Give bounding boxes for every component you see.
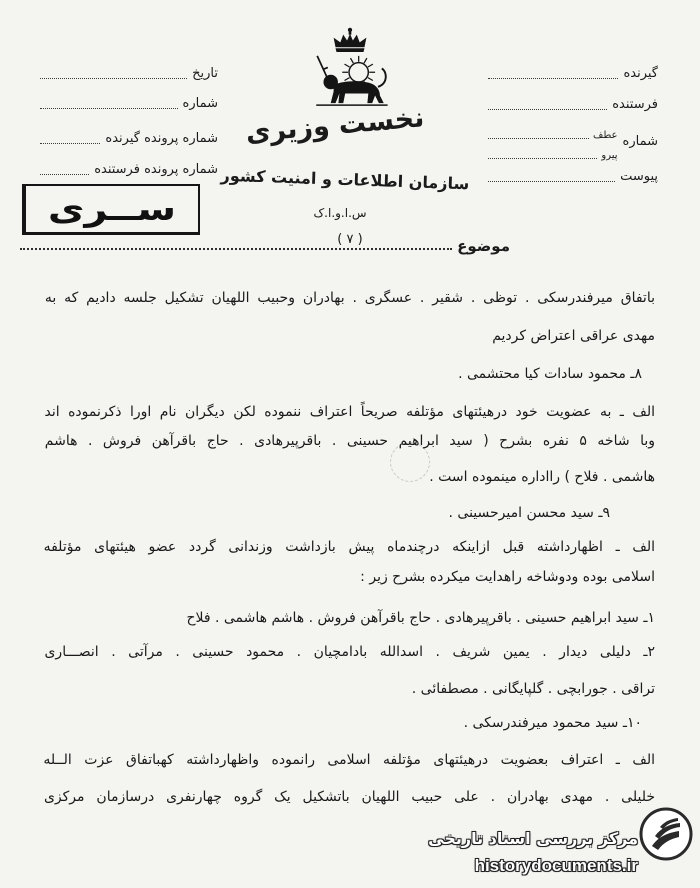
subject-label: موضوع	[457, 237, 510, 255]
body-line-text: ۹ـ سید محسن امیرحسینی .	[448, 505, 610, 521]
body-line-8	[40, 537, 655, 557]
dotted-line	[40, 174, 89, 175]
recipient-label: گیرنده	[623, 66, 658, 81]
follow-up-label: پیرو	[601, 150, 618, 161]
recipient-field	[488, 62, 658, 82]
date-field	[40, 62, 218, 82]
attachment-field	[488, 165, 658, 185]
dotted-line	[40, 143, 100, 144]
body-line-text: خلیلی . مهدی بهادران . علی حبیب اللهیان باتشکیل یک گروه چهارنفری درسازمان مرکزی	[43, 789, 655, 805]
body-line-text: مهدی عراقی اعتراض کردیم	[492, 328, 655, 344]
body-line-text: الف ـ اظهارداشته قبل ازاینکه درچندماه پیش بازداشت وزندانی گردد عضو هیئتهای مؤتلفه	[43, 539, 655, 555]
body-line-text: ۱۰ـ سید محمود میرفندرسکی .	[463, 715, 642, 731]
date-label: تاریخ	[192, 66, 218, 81]
body-line-3	[458, 364, 642, 384]
body-line-text: الف ـ به عضویت خود درهیئتهای مؤتلفه صریحاً اعتراف ننموده لکن دیگران نام اورا ذکرنموده اند	[44, 404, 655, 420]
number-field	[488, 121, 658, 163]
page-marker-text: ( ۷ )	[337, 232, 363, 247]
body-line-9	[360, 567, 655, 587]
classification-stamp	[22, 184, 200, 235]
org-code-text: س.ا.و.ا.ک	[313, 206, 367, 220]
reference-label: عطف	[593, 130, 618, 141]
attachment-label: پیوست	[620, 169, 658, 184]
org-title-text: نخست وزیری	[244, 102, 426, 149]
left-number-field	[40, 92, 218, 112]
body-line-text: تراقی . جورابچی . گلپایگانی . مصطفائی .	[411, 681, 655, 697]
dotted-line	[488, 78, 618, 79]
follow-up-row	[488, 142, 618, 162]
dotted-line	[488, 158, 597, 159]
body-line-text: ۸ـ محمود سادات کیا محتشمی .	[458, 366, 642, 382]
dotted-line	[488, 109, 607, 110]
lion-and-sun-emblem-icon	[305, 26, 395, 108]
org-code	[285, 204, 395, 222]
org-name-text: سازمان اطلاعات و امنیت کشور	[220, 165, 470, 194]
recipient-file-field	[40, 127, 218, 147]
body-line-7	[449, 503, 610, 523]
watermark-org: مرکز بررسی اسناد تاریخی	[428, 829, 638, 848]
body-line-2	[492, 326, 655, 346]
dotted-line	[40, 108, 178, 109]
recipient-file-label: شماره پرونده گیرنده	[105, 131, 218, 146]
body-line-12	[412, 679, 655, 699]
body-line-text: وبا شاخه ۵ نفره بشرح ( سید ابراهیم حسینی . باقرپیرهادی . حاج باقرآهن فروش . هاشم	[44, 433, 655, 449]
sender-label: فرستنده	[612, 97, 658, 112]
body-line-4	[40, 402, 655, 422]
body-line-11	[40, 642, 655, 662]
body-line-text: باتفاق میرفندرسکی . توظی . شقیر . عسگری . بهادران وحبیب اللهیان تشکیل جلسه دادیم که به	[44, 290, 655, 306]
body-line-14	[40, 750, 655, 770]
body-line-text: الف ـ اعتراف بعضویت درهیئتهای مؤتلفه اسلامی رانموده واظهارداشته کهباتفاق عزت الــله	[43, 752, 655, 768]
sender-field	[488, 93, 658, 113]
subject-dotted-line	[20, 248, 452, 250]
sender-file-label: شماره پرونده فرستنده	[94, 162, 218, 177]
body-line-1	[40, 288, 655, 308]
number-label: شماره	[622, 134, 658, 149]
body-line-13	[464, 713, 642, 733]
sender-file-field	[40, 158, 218, 178]
body-line-6	[429, 467, 655, 487]
dotted-line	[40, 78, 187, 79]
dotted-line	[488, 181, 615, 182]
body-line-text: ۱ـ سید ابراهیم حسینی . باقرپیرهادی . حاج باقرآهن فروش . هاشم هاشمی . فلاح	[186, 610, 655, 626]
page-marker	[315, 231, 385, 249]
body-line-10	[186, 608, 655, 628]
body-line-5	[40, 431, 655, 451]
left-number-label: شماره	[182, 96, 218, 111]
body-line-text: هاشمی . فلاح ) رااداره مینموده است .	[429, 469, 655, 485]
classification-text: ســری	[47, 190, 177, 228]
archive-logo-icon	[638, 806, 694, 862]
body-line-text: ۲ـ دلیلی دیدار . یمین شریف . اسدالله بادامچیان . محمود حسینی . مرآتی . انصـــاری	[44, 644, 655, 660]
body-line-15	[40, 787, 655, 807]
org-name	[215, 163, 476, 196]
watermark-site: historydocuments.ir	[474, 856, 638, 875]
body-line-text: اسلامی بوده ودوشاخه راهدایت میکرده بشرح زیر :	[360, 569, 655, 585]
org-title	[239, 100, 431, 152]
reference-subfields	[488, 122, 618, 162]
dotted-line	[488, 138, 589, 139]
reference-row	[488, 122, 618, 142]
